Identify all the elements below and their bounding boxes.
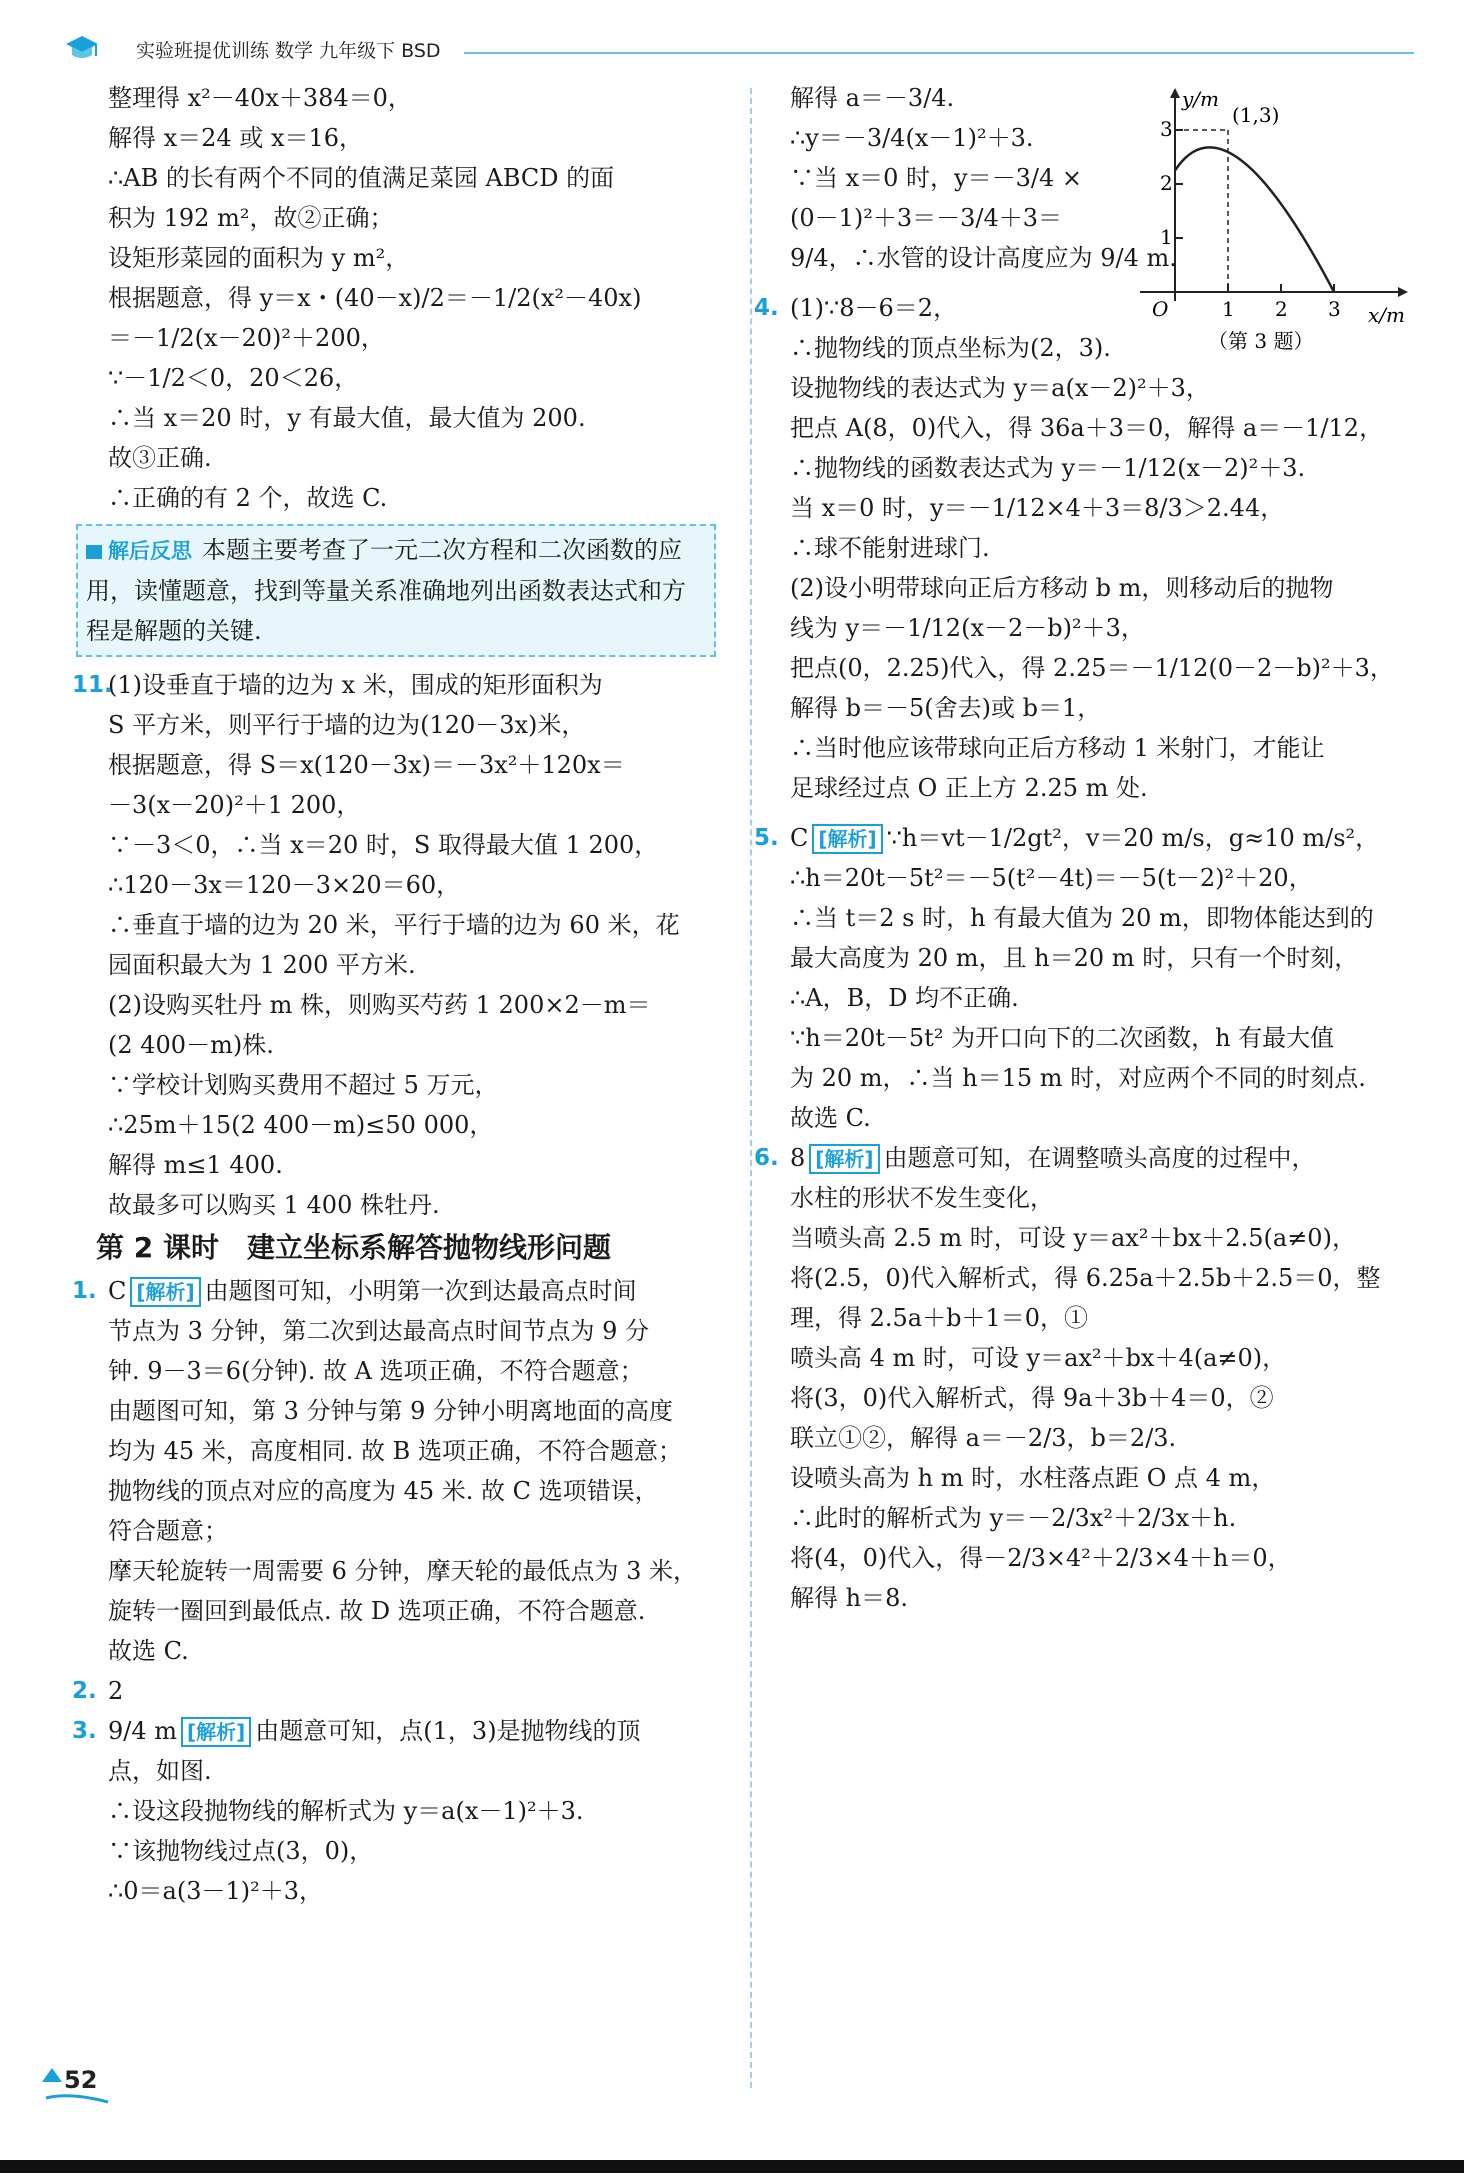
text-line: ＝－1/2(x－20)²＋200， — [108, 324, 385, 352]
text-line: ∴AB 的长有两个不同的值满足菜园 ABCD 的面 — [108, 164, 615, 192]
y-tick-label: 2 — [1160, 171, 1173, 195]
text-line: 钟. 9－3＝6(分钟). 故 A 选项正确，不符合题意； — [108, 1357, 644, 1385]
text-line: ∴h＝20t－5t²＝－5(t²－4t)＝－5(t－2)²＋20， — [790, 864, 1313, 892]
text-line: 为 20 m，∴当 h＝15 m 时，对应两个不同的时刻点. — [790, 1064, 1366, 1092]
text-line: 符合题意； — [108, 1517, 228, 1545]
text-line: 将(2.5，0)代入解析式，得 6.25a＋2.5b＋2.5＝0，整 — [790, 1264, 1381, 1292]
text-line: 由题意可知，在调整喷头高度的过程中， — [883, 1144, 1316, 1172]
text-line: ∴抛物线的函数表达式为 y＝－1/12(x－2)²＋3. — [790, 454, 1306, 482]
text-line: 水柱的形状不发生变化， — [790, 1184, 1054, 1212]
text-line: ∴120－3x＝120－3×20＝60， — [108, 871, 461, 899]
x-tick-label: 1 — [1222, 297, 1235, 321]
text-line: 由题意可知，点(1，3)是抛物线的顶 — [255, 1717, 641, 1745]
text-line: 当喷头高 2.5 m 时，可设 y＝ax²＋bx＋2.5(a≠0)， — [790, 1224, 1356, 1252]
text-line: ∵－3＜0，∴当 x＝20 时，S 取得最大值 1 200， — [108, 831, 659, 859]
text-line: 节点为 3 分钟，第二次到达最高点时间节点为 9 分 — [108, 1317, 650, 1345]
page-number: 52 — [64, 2066, 98, 2094]
reflection-box — [76, 524, 716, 657]
text-line: 设抛物线的表达式为 y＝a(x－2)²＋3， — [790, 374, 1210, 402]
x-tick-label: 3 — [1328, 297, 1341, 321]
text-line: (1)∵8－6＝2， — [790, 294, 958, 322]
text-line: 设喷头高为 h m 时，水柱落点距 O 点 4 m， — [790, 1464, 1276, 1492]
text-line: ∴球不能射进球门. — [790, 534, 990, 562]
question-3 — [72, 1711, 728, 1911]
text-line: 均为 45 米，高度相同. 故 B 选项正确，不符合题意； — [108, 1437, 682, 1465]
text-line: 解得 x＝24 或 x＝16， — [108, 124, 364, 152]
solution-block-3-cont — [790, 78, 1410, 278]
text-line: ∴抛物线的顶点坐标为(2，3). — [790, 334, 1111, 362]
text-line: ∴0＝a(3－1)²＋3， — [108, 1877, 324, 1905]
scan-edge — [0, 2160, 1464, 2173]
text-line: ∴当时他应该带球向正后方移动 1 米射门，才能让 — [790, 734, 1325, 762]
section-title: 第 2 课时 建立坐标系解答抛物线形问题 — [96, 1231, 611, 1264]
text-line: 把点(0，2.25)代入，得 2.25＝－1/12(0－2－b)²＋3， — [790, 654, 1394, 682]
text-line: ∴设这段抛物线的解析式为 y＝a(x－1)²＋3. — [108, 1797, 584, 1825]
left-column — [72, 78, 728, 1911]
text-line: 理，得 2.5a＋b＋1＝0，① — [790, 1304, 1089, 1332]
text-line: ∴当 t＝2 s 时，h 有最大值为 20 m，即物体能达到的 — [790, 904, 1374, 932]
text-line: 将(4，0)代入，得－2/3×4²＋2/3×4＋h＝0， — [790, 1544, 1292, 1572]
solution-block-10 — [108, 78, 728, 518]
text-line: 9/4，∴水管的设计高度应为 9/4 m. — [790, 244, 1177, 272]
text-line: 旋转一圈回到最低点. 故 D 选项正确，不符合题意. — [108, 1597, 646, 1625]
analysis-tag: [解析] — [812, 824, 882, 854]
y-axis-label: y/m — [1182, 87, 1220, 111]
note-icon — [86, 545, 102, 559]
question-1 — [72, 1271, 728, 1671]
text-line: 把点 A(8，0)代入，得 36a＋3＝0，解得 a＝－1/12， — [790, 414, 1384, 442]
question-11 — [72, 665, 728, 1225]
text-line: 故选 C. — [790, 1104, 871, 1132]
text-line: (1)设垂直于墙的边为 x 米，围成的矩形面积为 — [108, 671, 603, 699]
text-line: ∴25m＋15(2 400－m)≤50 000， — [108, 1111, 494, 1139]
text-line: 由题图可知，小明第一次到达最高点时间 — [204, 1277, 637, 1305]
text-line: 解得 a＝－3/4. — [790, 84, 955, 112]
origin-label: O — [1152, 297, 1169, 321]
text-line: ∵当 x＝0 时，y＝－3/4 × — [790, 164, 1082, 192]
question-2 — [72, 1671, 728, 1711]
question-number: 2. — [72, 1678, 97, 1704]
right-column — [754, 78, 1410, 1618]
question-number: 6. — [754, 1145, 779, 1171]
y-tick-label: 3 — [1160, 117, 1173, 141]
text-line: 最大高度为 20 m，且 h＝20 m 时，只有一个时刻， — [790, 944, 1359, 972]
text-line: ∵－1/2＜0，20＜26， — [108, 364, 359, 392]
text-line: (2 400－m)株. — [108, 1031, 274, 1059]
text-line: (2)设购买牡丹 m 株，则购买芍药 1 200×2－m＝ — [108, 991, 651, 1019]
text-line: 解得 h＝8. — [790, 1584, 908, 1612]
text-line: 当 x＝0 时，y＝－1/12×4＋3＝8/3＞2.44， — [790, 494, 1285, 522]
analysis-tag: [解析] — [181, 1717, 251, 1747]
reflection-tag: 解后反思 — [108, 539, 192, 563]
text-line: 将(3，0)代入解析式，得 9a＋3b＋4＝0，② — [790, 1384, 1274, 1412]
answer: 2 — [108, 1677, 124, 1705]
text-line: ∴正确的有 2 个，故选 C. — [108, 484, 388, 512]
text-line: ∴当 x＝20 时，y 有最大值，最大值为 200. — [108, 404, 586, 432]
text-line: ∵h＝vt－1/2gt²，v＝20 m/s，g≈10 m/s²， — [886, 824, 1380, 852]
text-line: ∴垂直于墙的边为 20 米，平行于墙的边为 60 米，花 — [108, 911, 680, 939]
vertex-label: (1,3) — [1232, 103, 1280, 127]
question-6 — [754, 1138, 1410, 1618]
answer: C — [108, 1277, 127, 1305]
text-line: ∵h＝20t－5t² 为开口向下的二次函数，h 有最大值 — [790, 1024, 1335, 1052]
answer: 9/4 m — [108, 1717, 178, 1745]
text-line: －3(x－20)²＋1 200， — [108, 791, 361, 819]
text-line: 足球经过点 O 正上方 2.25 m 处. — [790, 774, 1148, 802]
analysis-tag: [解析] — [809, 1144, 879, 1174]
text-line: ∵该抛物线过点(3，0)， — [108, 1837, 374, 1865]
text-line: 线为 y＝－1/12(x－2－b)²＋3， — [790, 614, 1145, 642]
text-line: 由题图可知，第 3 分钟与第 9 分钟小明离地面的高度 — [108, 1397, 674, 1425]
header-rule — [464, 52, 1414, 54]
x-tick-label: 2 — [1275, 297, 1288, 321]
text-line: 联立①②，解得 a＝－2/3，b＝2/3. — [790, 1424, 1177, 1452]
text-line: ∴A，B，D 均不正确. — [790, 984, 1019, 1012]
text-line: 整理得 x²－40x＋384＝0， — [108, 84, 412, 112]
reflection-text: 本题主要考查了一元二次方程和二次函数的应用，读懂题意，找到等量关系准确地列出函数表达式和方程是解题的关键. — [86, 536, 686, 645]
text-line: ∴y＝－3/4(x－1)²＋3. — [790, 124, 1034, 152]
question-number: 1. — [72, 1278, 97, 1304]
text-line: 点，如图. — [108, 1757, 212, 1785]
book-title: 实验班提优训练 数学 九年级下 BSD — [136, 40, 441, 62]
text-line: ∴此时的解析式为 y＝－2/3x²＋2/3x＋h. — [790, 1504, 1237, 1532]
text-line: (0－1)²＋3＝－3/4＋3＝ — [790, 204, 1063, 232]
text-line: ∵学校计划购买费用不超过 5 万元， — [108, 1071, 499, 1099]
graduation-cap-icon — [64, 34, 100, 64]
text-line: 积为 192 m²，故②正确； — [108, 204, 394, 232]
text-line: (2)设小明带球向正后方移动 b m，则移动后的抛物 — [790, 574, 1334, 602]
question-number: 4. — [754, 295, 779, 321]
text-line: 根据题意，得 y＝x・(40－x)/2＝－1/2(x²－40x) — [108, 284, 642, 312]
answer: 8 — [790, 1144, 806, 1172]
question-4 — [754, 288, 1410, 808]
text-line: 设矩形菜园的面积为 y m²， — [108, 244, 410, 272]
text-line: 喷头高 4 m 时，可设 y＝ax²＋bx＋4(a≠0)， — [790, 1344, 1287, 1372]
text-line: 故选 C. — [108, 1637, 189, 1665]
text-line: 故最多可以购买 1 400 株牡丹. — [108, 1191, 440, 1219]
question-5 — [754, 818, 1410, 1138]
page-footer — [40, 2062, 110, 2108]
answer: C — [790, 824, 809, 852]
question-number: 11. — [72, 672, 113, 698]
question-number: 3. — [72, 1718, 97, 1744]
x-axis-label: x/m — [1368, 303, 1405, 327]
y-tick-label: 1 — [1160, 225, 1173, 249]
text-line: 故③正确. — [108, 444, 212, 472]
figure-caption: （第 3 题） — [1208, 329, 1314, 353]
text-line: 解得 b＝－5(舍去)或 b＝1， — [790, 694, 1102, 722]
text-line: 解得 m≤1 400. — [108, 1151, 283, 1179]
text-line: 根据题意，得 S＝x(120－3x)＝－3x²＋120x＝ — [108, 751, 625, 779]
question-number: 5. — [754, 825, 779, 851]
column-divider — [750, 88, 752, 2088]
text-line: 抛物线的顶点对应的高度为 45 米. 故 C 选项错误， — [108, 1477, 659, 1505]
text-line: 园面积最大为 1 200 平方米. — [108, 951, 416, 979]
page-header — [64, 34, 1414, 64]
text-line: 摩天轮旋转一周需要 6 分钟，摩天轮的最低点为 3 米， — [108, 1557, 698, 1585]
text-line: S 平方米，则平行于墙的边为(120－3x)米， — [108, 711, 586, 739]
analysis-tag: [解析] — [130, 1277, 200, 1307]
